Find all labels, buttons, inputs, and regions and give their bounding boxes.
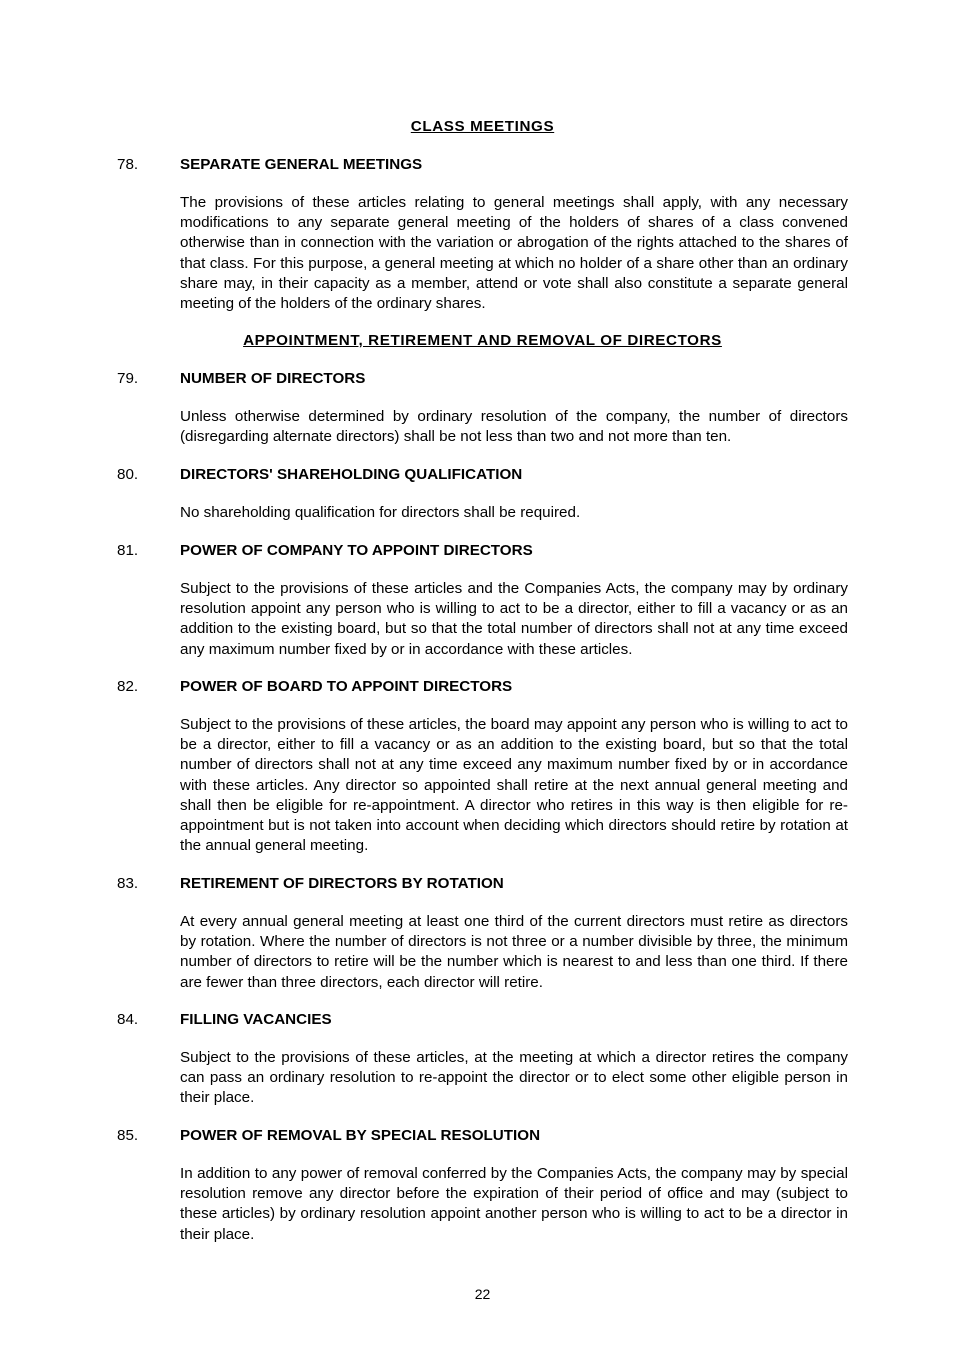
article-heading: RETIREMENT OF DIRECTORS BY ROTATION (180, 875, 504, 892)
article-heading: NUMBER OF DIRECTORS (180, 370, 366, 387)
article-number: 78. (117, 156, 139, 173)
article-body: Subject to the provisions of these articles, at the meeting at which a director retires the company can pass an ordinary resolution to re-appoint the director or to elect some other eligible person in their place. (180, 1049, 848, 1107)
article-number: 81. (117, 542, 139, 559)
article-heading: POWER OF REMOVAL BY SPECIAL RESOLUTION (180, 1127, 541, 1144)
article-heading: POWER OF BOARD TO APPOINT DIRECTORS (180, 678, 513, 695)
article-heading: FILLING VACANCIES (180, 1011, 332, 1028)
article-number: 82. (117, 678, 139, 695)
article-79 (0, 369, 965, 446)
article-body: At every annual general meeting at least one third of the current directors must retire as directors by rotation. Where the number of directors is not three or a number divisible by three, the minimum number of directors to retire will be the number which is nearest to and less than one third. If there are fewer than three directors, each director will retire. (180, 913, 848, 991)
article-body: Unless otherwise determined by ordinary resolution of the company, the number of directors (disregarding alternate directors) shall be not less than two and not more than ten. (180, 408, 848, 446)
article-body: The provisions of these articles relating to general meetings shall apply, with any necessary modifications to any separate general meeting of the holders of shares of a class convened otherwise than in connection with the variation or abrogation of the rights attached to the shares of that class. For this purpose, a general meeting at which no holder of a share other than an ordinary share may, in their capacity as a member, attend or vote shall also constitute a separate general meeting of the holders of the ordinary shares. (180, 194, 848, 313)
article-number: 80. (117, 466, 139, 483)
article-80 (0, 465, 965, 521)
article-81 (0, 541, 965, 658)
article-85 (0, 1126, 965, 1243)
section-title-class-meetings: CLASS MEETINGS (410, 118, 555, 135)
article-84 (0, 1010, 965, 1107)
article-body: Subject to the provisions of these articles, the board may appoint any person who is willing to act to be a director, either to fill a vacancy or as an addition to the existing board, but so that the total number of directors shall not at any time exceed any maximum number fixed by or in accordance with these articles. Any director so appointed shall retire at the next annual general meeting and shall then be eligible for re-appointment. A director who retires in this way is then eligible for re-appointment but is not taken into account when deciding which directors should retire by rotation at the annual general meeting. (180, 716, 848, 855)
article-number: 83. (117, 875, 139, 892)
section-title-directors: APPOINTMENT, RETIREMENT AND REMOVAL OF DIRECTORS (243, 332, 722, 349)
article-body: Subject to the provisions of these articles and the Companies Acts, the company may by ordinary resolution appoint any person who is willing to act to be a director, either to fill a vacancy or as an addition to the existing board, but so that the total number of directors shall not at any time exceed any maximum number fixed by or in accordance with these articles. (180, 580, 848, 658)
article-heading: SEPARATE GENERAL MEETINGS (180, 156, 423, 173)
article-heading: POWER OF COMPANY TO APPOINT DIRECTORS (180, 542, 533, 559)
page-number: 22 (474, 1286, 491, 1302)
article-body: No shareholding qualification for directors shall be required. (180, 504, 581, 521)
article-number: 84. (117, 1011, 139, 1028)
article-82 (0, 677, 965, 855)
article-number: 85. (117, 1127, 139, 1144)
article-number: 79. (117, 370, 139, 387)
article-83 (0, 874, 965, 991)
article-heading: DIRECTORS' SHAREHOLDING QUALIFICATION (180, 466, 523, 483)
article-body: In addition to any power of removal conferred by the Companies Acts, the company may by special resolution remove any director before the expiration of their period of office and may (subject to these articles) by ordinary resolution appoint another person who is willing to act to be a director in their place. (180, 1165, 848, 1243)
article-78 (0, 155, 965, 313)
